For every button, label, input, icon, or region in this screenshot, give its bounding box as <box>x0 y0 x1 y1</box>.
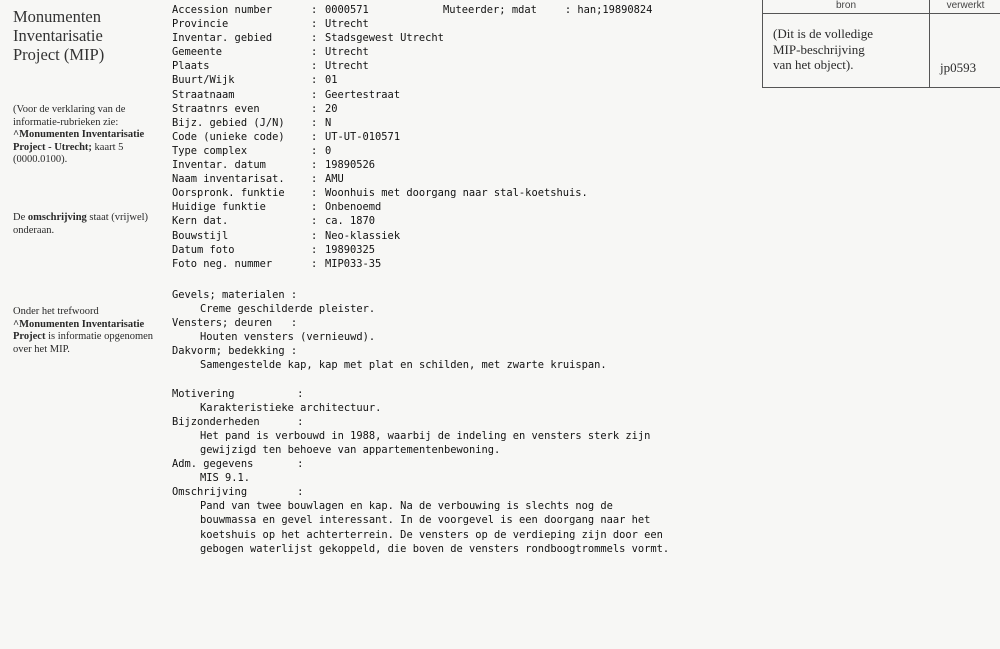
field-value: 19890526 <box>325 159 376 172</box>
section-text-gevels: Creme geschilderde pleister. <box>200 303 376 316</box>
section-label-dakvorm: Dakvorm; bedekking : <box>172 345 298 358</box>
title-line: Project (MIP) <box>13 45 105 64</box>
field-value: AMU <box>325 173 344 186</box>
note-text: staat (vrijwel) onderaan. <box>13 212 149 236</box>
record-field-row <box>172 244 752 258</box>
section-label-omschrijving: Omschrijving : <box>172 486 304 499</box>
mutator-value: : han;19890824 <box>564 4 653 16</box>
note-bold: ^Monumenten Inventarisatie Project - Utrecht; <box>13 129 145 153</box>
field-separator: : <box>311 201 318 214</box>
field-separator: : <box>311 215 318 228</box>
title-line: Monumenten <box>13 7 101 26</box>
field-value: 0 <box>325 144 332 157</box>
field-label: Straatnrs even <box>172 102 260 115</box>
field-separator: : <box>311 74 318 87</box>
field-label: Code (unieke code) <box>172 130 285 143</box>
field-value: Woonhuis met doorgang naar stal-koetshuis. <box>325 187 588 200</box>
section-text-motivering: Karakteristieke architectuur. <box>200 401 382 414</box>
note-text: is informatie opgenomen over het MIP. <box>13 331 154 355</box>
field-value: ca. 1870 <box>325 215 376 228</box>
keyword-note <box>13 306 163 356</box>
field-value: Neo-klassiek <box>325 229 401 242</box>
record-fields <box>172 4 752 272</box>
field-label: Type complex <box>172 144 248 157</box>
record-field-row <box>172 159 752 173</box>
field-value: N <box>325 116 332 129</box>
section-text-vensters: Houten vensters (vernieuwd). <box>200 331 376 344</box>
section-label-adm: Adm. gegevens : <box>172 458 304 471</box>
note-text: kaart 5 (0000.0100). <box>13 141 124 166</box>
reference-note <box>13 104 163 167</box>
field-label: Naam inventarisat. <box>172 173 285 186</box>
field-value: Utrecht <box>325 46 369 59</box>
record-field-row <box>172 215 752 229</box>
field-label: Huidige funktie <box>172 201 266 214</box>
record-field-row <box>172 32 752 46</box>
field-value: 19890325 <box>325 243 376 256</box>
field-label: Gemeente <box>172 46 223 59</box>
record-field-row <box>172 145 752 159</box>
section-text-omschrijving: Pand van twee bouwlagen en kap. Na de verbouwing is slechts nog de <box>200 500 613 513</box>
verwerkt-header: verwerkt <box>930 0 1000 14</box>
field-separator: : <box>311 60 318 73</box>
note-bold: ^Monumenten Inventarisatie Project <box>13 318 145 343</box>
note-text: Onder het trefwoord <box>13 306 99 317</box>
field-label: Oorspronk. funktie <box>172 187 285 200</box>
section-text-omschrijving: koetshuis op het achterterrein. De vensters op de verdieping zijn door een <box>200 528 663 541</box>
field-value: 0000571 <box>325 4 369 16</box>
field-separator: : <box>311 116 318 129</box>
field-label: Inventar. datum <box>172 159 266 172</box>
record-field-row <box>172 117 752 131</box>
field-value: Utrecht <box>325 60 369 73</box>
record-field-row <box>172 131 752 145</box>
record-field-row <box>172 18 752 32</box>
section-text-bijzonderheden: Het pand is verbouwd in 1988, waarbij de indeling en vensters sterk zijn <box>200 429 651 442</box>
record-field-row <box>172 258 752 272</box>
field-value: Onbenoemd <box>325 201 382 214</box>
field-value: MIP033-35 <box>325 257 382 270</box>
record-field-row <box>172 74 752 88</box>
field-separator: : <box>311 257 318 270</box>
description-line: van het object). <box>773 57 854 72</box>
field-label: Provincie <box>172 18 229 31</box>
field-label: Accession number <box>172 4 273 16</box>
record-sections <box>172 289 772 557</box>
record-field-row <box>172 173 752 187</box>
field-separator: : <box>311 173 318 186</box>
field-label: Buurt/Wijk <box>172 74 235 87</box>
field-separator: : <box>311 187 318 200</box>
field-value: UT-UT-010571 <box>325 130 401 143</box>
field-separator: : <box>311 144 318 157</box>
source-box <box>762 0 1000 88</box>
field-label: Straatnaam <box>172 88 235 101</box>
field-value: Utrecht <box>325 18 369 31</box>
section-label-motivering: Motivering : <box>172 387 304 400</box>
section-label-gevels: Gevels; materialen : <box>172 289 298 301</box>
section-text-dakvorm: Samengestelde kap, kap met plat en schilden, met zwarte kruispan. <box>200 359 607 372</box>
record-field-row <box>172 230 752 244</box>
record-field-row <box>172 103 752 117</box>
field-separator: : <box>311 102 318 115</box>
note-bold: omschrijving <box>27 212 87 223</box>
field-value: Stadsgewest Utrecht <box>325 32 444 45</box>
field-separator: : <box>311 88 318 101</box>
field-separator: : <box>311 159 318 172</box>
field-value: Geertestraat <box>325 88 401 101</box>
description-line: MIP-beschrijving <box>773 41 865 57</box>
spacer <box>172 374 772 388</box>
mutator-label: Muteerder; mdat <box>443 4 537 16</box>
field-label: Foto neg. nummer <box>172 257 273 270</box>
processed-code: jp0593 <box>940 60 977 75</box>
record-field-row <box>172 187 752 201</box>
source-description <box>773 26 923 73</box>
title-line: Inventarisatie <box>13 26 103 45</box>
field-separator: : <box>311 229 318 242</box>
field-label: Datum foto <box>172 243 235 256</box>
record-field-row <box>172 201 752 215</box>
record-field-row <box>172 89 752 103</box>
omschrijving-note <box>13 212 163 237</box>
field-separator: : <box>311 32 318 45</box>
section-label-bijzonderheden: Bijzonderheden : <box>172 415 304 428</box>
section-label-vensters: Vensters; deuren : <box>172 317 298 330</box>
section-text-adm: MIS 9.1. <box>200 472 251 485</box>
record-field-row <box>172 46 752 60</box>
field-label: Plaats <box>172 60 210 73</box>
column-divider <box>929 13 930 87</box>
field-separator: : <box>311 18 318 31</box>
field-label: Kern dat. <box>172 215 229 228</box>
bron-header: bron <box>763 0 930 14</box>
description-line: (Dit is de volledige <box>773 26 874 41</box>
field-label: Inventar. gebied <box>172 32 273 45</box>
field-label: Bouwstijl <box>172 229 229 242</box>
field-separator: : <box>311 4 318 16</box>
field-separator: : <box>311 46 318 59</box>
section-text-omschrijving: gebogen waterlijst gekoppeld, die boven de vensters rondboogtrommels vormt. <box>200 542 670 555</box>
note-text: De <box>13 212 26 223</box>
note-text: (Voor de verklaring van de informatie-rubrieken zie: <box>13 104 126 128</box>
field-separator: : <box>311 243 318 256</box>
record-field-row <box>172 60 752 74</box>
record-field-row <box>172 4 752 18</box>
field-value: 01 <box>325 74 338 87</box>
field-value: 20 <box>325 102 338 115</box>
section-text-omschrijving: bouwmassa en gevel interessant. In de voorgevel is een doorgang naar het <box>200 514 651 527</box>
section-text-bijzonderheden: gewijzigd ten behoeve van appartementenbewoning. <box>200 443 501 456</box>
mip-title <box>13 7 163 64</box>
field-label: Bijz. gebied (J/N) <box>172 116 285 129</box>
field-separator: : <box>311 130 318 143</box>
